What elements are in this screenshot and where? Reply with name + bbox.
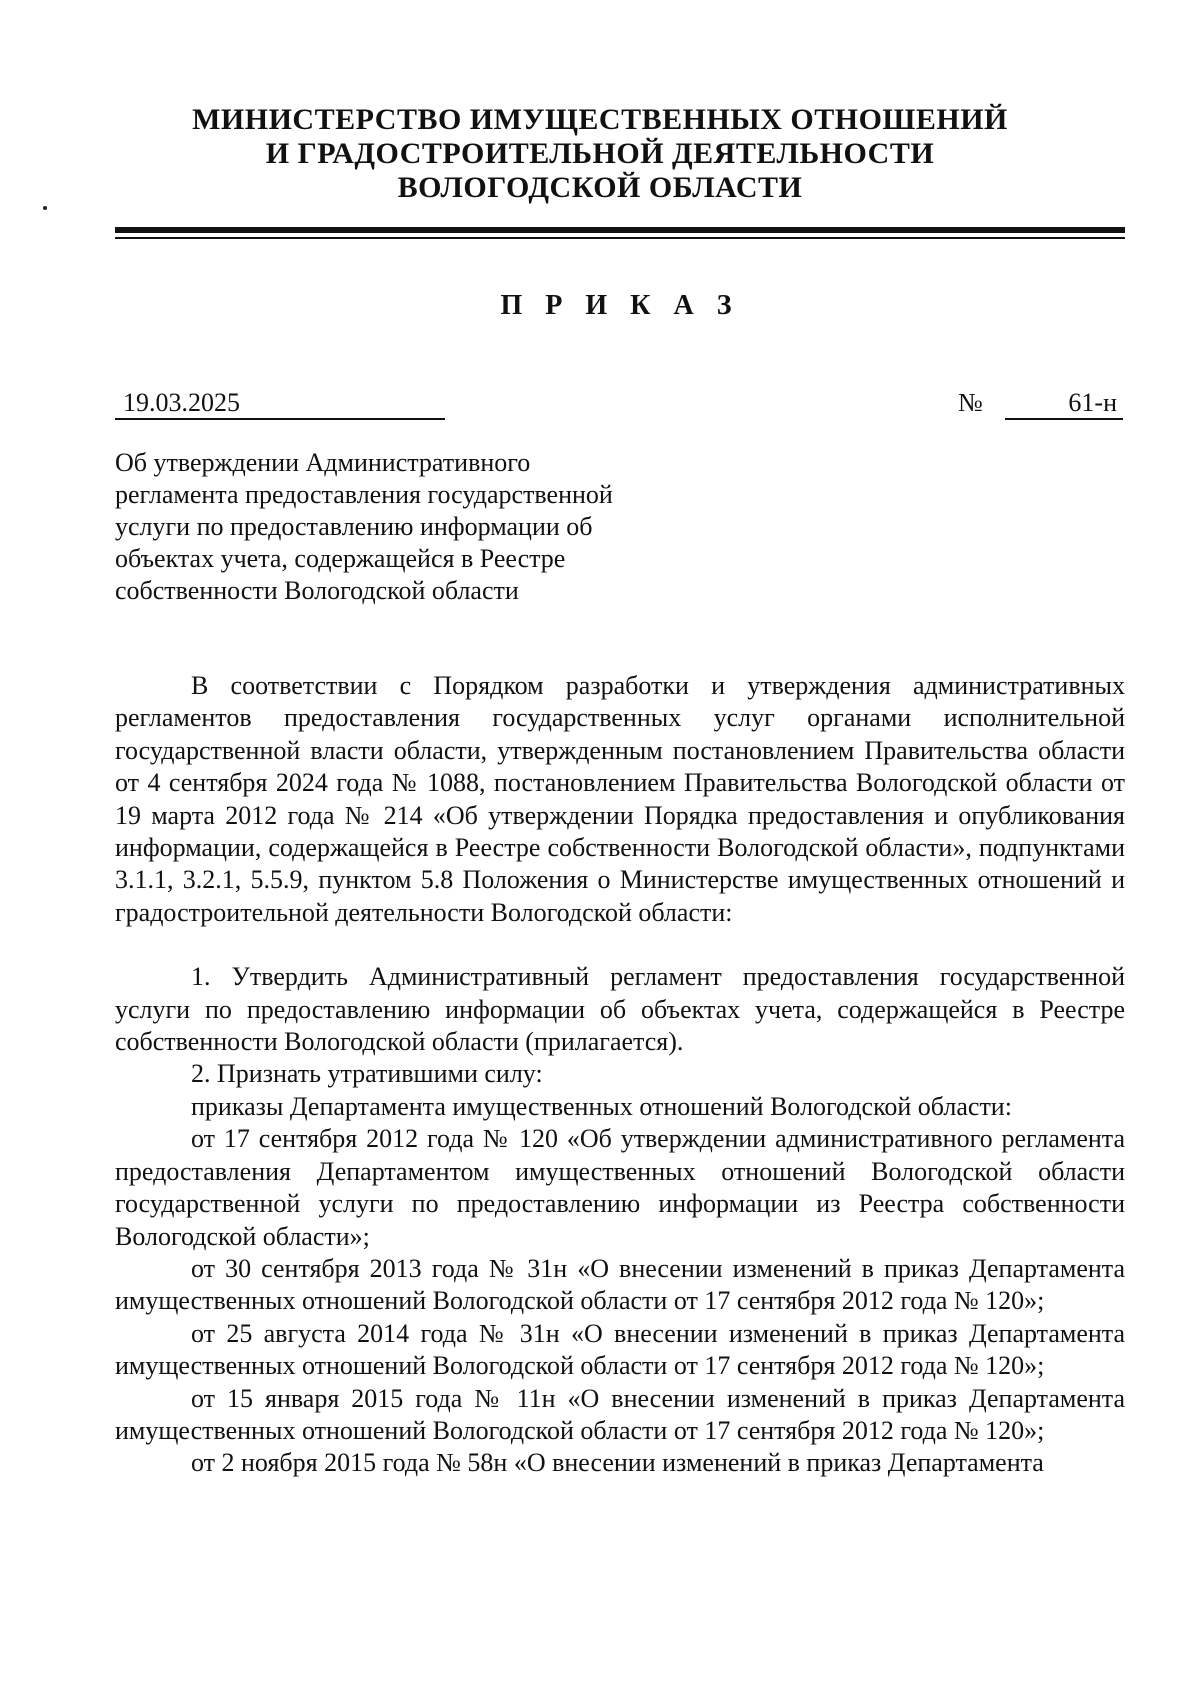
subject-line: объектах учета, содержащейся в Реестре (115, 544, 566, 573)
repealed-order-1: от 17 сентября 2012 года № 120 «Об утверждении административного регламента предоставления Департаментом имущественных отношений Вологодской области государственной услуги по предоставлению информации из Реестра собственности Вологодской области»; (115, 1124, 1125, 1251)
order-number: 61-н (1005, 388, 1123, 420)
item-1-paragraph: 1. Утвердить Административный регламент предоставления государственной услуги по предоставлению информации об объектах учета, содержащейся в Реестре собственности Вологодской области (прилагается). (115, 962, 1125, 1057)
repealed-order-3: от 25 августа 2014 года № 31н «О внесении изменений в приказ Департамента имущественных отношений Вологодской области от 17 сентября 2012 года № 120»; (115, 1318, 1125, 1381)
order-date: 19.03.2025 (115, 388, 445, 420)
subject-line: Об утверждении Административного (115, 448, 531, 477)
number-sign: № (958, 388, 983, 417)
item-2-intro: приказы Департамента имущественных отношений Вологодской области: (191, 1091, 1012, 1121)
subject-line: собственности Вологодской области (115, 576, 519, 605)
header-divider-thick (115, 227, 1125, 233)
repealed-order-4: от 15 января 2015 года № 11н «О внесении изменений в приказ Департамента имущественных отношений Вологодской области от 17 сентября 2012 года № 120»; (115, 1383, 1125, 1445)
repealed-order-5: от 2 ноября 2015 года № 58н «О внесении изменений в приказ Департамента (191, 1448, 1044, 1478)
document-type-title: П Р И К А З (500, 290, 740, 321)
header-line-2: И ГРАДОСТРОИТЕЛЬНОЙ ДЕЯТЕЛЬНОСТИ (265, 137, 935, 170)
order-body (115, 670, 1125, 1480)
item-2-paragraph: 2. Признать утратившими силу: (191, 1059, 543, 1089)
repealed-order-2: от 30 сентября 2013 года № 31н «О внесении изменений в приказ Департамента имущественных отношений Вологодской области от 17 сентября 2012 года № 120»; (115, 1253, 1125, 1316)
header-line-3: ВОЛОГОДСКОЙ ОБЛАСТИ (397, 171, 803, 204)
header-divider-thin (115, 237, 1125, 239)
subject-line: услуги по предоставлению информации об (115, 512, 593, 541)
subject-line: регламента предоставления государственной (115, 480, 613, 509)
order-subject (115, 447, 695, 607)
ministry-header (150, 103, 1050, 205)
preamble-paragraph: В соответствии с Порядком разработки и утверждения административных регламентов предоставления государственных услуг органами исполнительной государственной власти области, утвержденным постановлением Правительства области от 4 сентября 2024 года № 1088, постановлением Правительства Вологодской области от 19 марта 2012 года № 214 «Об утверждении Порядка предоставления и опубликования информации, содержащейся в Реестре собственности Вологодской области», подпунктами 3.1.1, 3.2.1, 5.5.9, пунктом 5.8 Положения о Министерстве имущественных отношений и градостроительной деятельности Вологодской области: (115, 671, 1125, 927)
header-line-1: МИНИСТЕРСТВО ИМУЩЕСТВЕННЫХ ОТНОШЕНИЙ (192, 103, 1008, 136)
scan-speck (43, 206, 47, 210)
